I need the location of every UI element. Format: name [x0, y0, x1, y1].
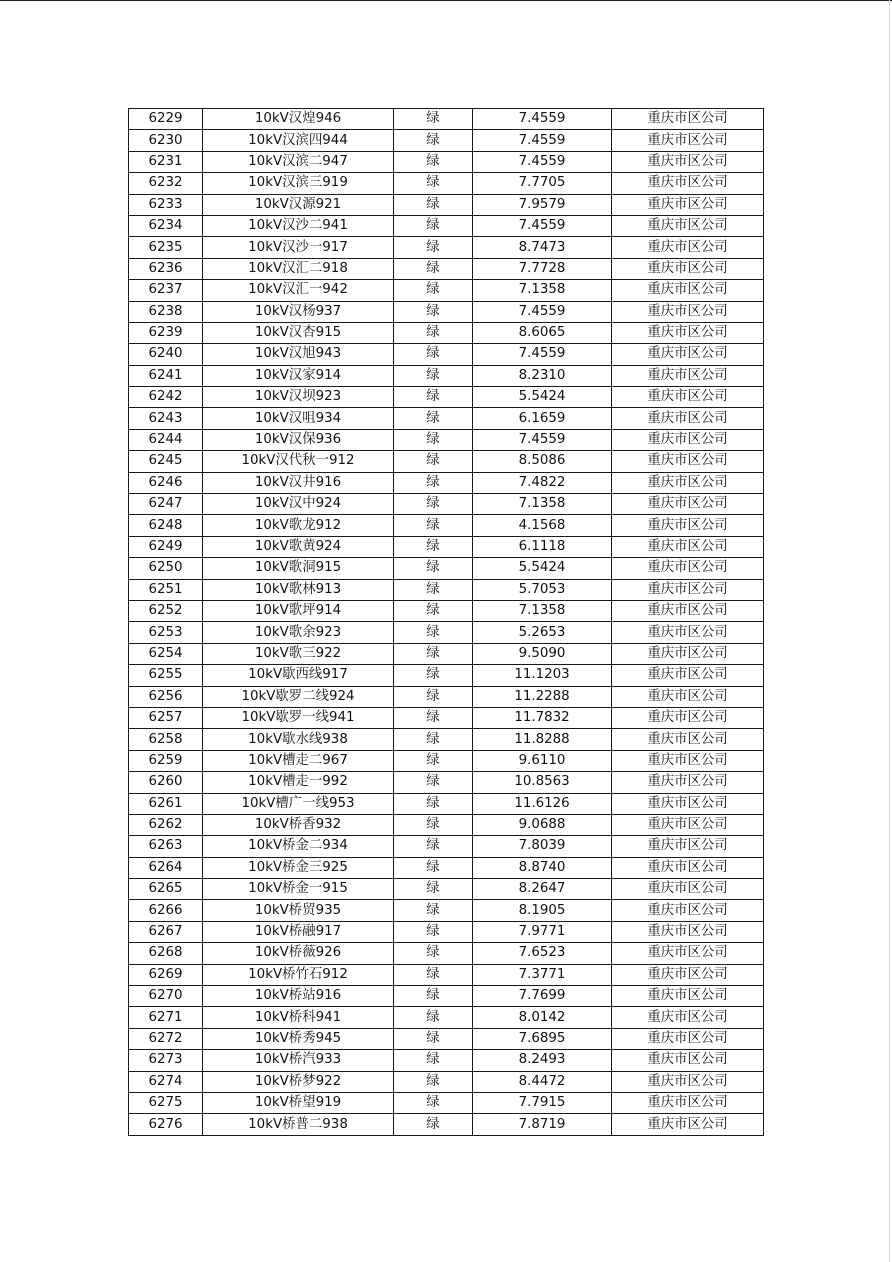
- table-row: [129, 451, 764, 472]
- row-number-cell: 6262: [129, 814, 203, 835]
- table-row: [129, 900, 764, 921]
- row-number-cell: 6255: [129, 665, 203, 686]
- color-code-cell: 绿: [394, 622, 473, 643]
- line-name-cell: 10kV汉滨二947: [203, 151, 394, 172]
- table-row: [129, 215, 764, 236]
- row-number-cell: 6250: [129, 558, 203, 579]
- value-cell: 8.2647: [473, 879, 612, 900]
- company-cell: 重庆市区公司: [612, 365, 764, 386]
- value-cell: 7.6895: [473, 1028, 612, 1049]
- line-name-cell: 10kV汉坝923: [203, 387, 394, 408]
- value-cell: 7.7915: [473, 1092, 612, 1113]
- color-code-cell: 绿: [394, 429, 473, 450]
- color-code-cell: 绿: [394, 857, 473, 878]
- line-name-cell: 10kV汉咀934: [203, 408, 394, 429]
- color-code-cell: 绿: [394, 1050, 473, 1071]
- value-cell: 9.6110: [473, 750, 612, 771]
- row-number-cell: 6236: [129, 258, 203, 279]
- table-row: [129, 344, 764, 365]
- row-number-cell: 6244: [129, 429, 203, 450]
- table-row: [129, 964, 764, 985]
- line-name-cell: 10kV汉保936: [203, 429, 394, 450]
- table-row: [129, 1114, 764, 1135]
- row-number-cell: 6243: [129, 408, 203, 429]
- company-cell: 重庆市区公司: [612, 900, 764, 921]
- company-cell: 重庆市区公司: [612, 622, 764, 643]
- row-number-cell: 6240: [129, 344, 203, 365]
- value-cell: 5.2653: [473, 622, 612, 643]
- line-name-cell: 10kV汉旭943: [203, 344, 394, 365]
- company-cell: 重庆市区公司: [612, 964, 764, 985]
- company-cell: 重庆市区公司: [612, 921, 764, 942]
- value-cell: 5.5424: [473, 558, 612, 579]
- color-code-cell: 绿: [394, 1028, 473, 1049]
- table-row: [129, 729, 764, 750]
- row-number-cell: 6256: [129, 686, 203, 707]
- company-cell: 重庆市区公司: [612, 707, 764, 728]
- row-number-cell: 6232: [129, 173, 203, 194]
- row-number-cell: 6274: [129, 1071, 203, 1092]
- company-cell: 重庆市区公司: [612, 857, 764, 878]
- company-cell: 重庆市区公司: [612, 151, 764, 172]
- color-code-cell: 绿: [394, 793, 473, 814]
- line-name-cell: 10kV桥贸935: [203, 900, 394, 921]
- company-cell: 重庆市区公司: [612, 215, 764, 236]
- color-code-cell: 绿: [394, 472, 473, 493]
- line-name-cell: 10kV汉沙一917: [203, 237, 394, 258]
- row-number-cell: 6238: [129, 301, 203, 322]
- color-code-cell: 绿: [394, 301, 473, 322]
- table-row: [129, 429, 764, 450]
- value-cell: 8.1905: [473, 900, 612, 921]
- company-cell: 重庆市区公司: [612, 1114, 764, 1135]
- line-name-cell: 10kV桥金二934: [203, 836, 394, 857]
- row-number-cell: 6229: [129, 109, 203, 130]
- value-cell: 7.3771: [473, 964, 612, 985]
- row-number-cell: 6272: [129, 1028, 203, 1049]
- value-cell: 7.4559: [473, 429, 612, 450]
- line-name-cell: 10kV汉汇二918: [203, 258, 394, 279]
- color-code-cell: 绿: [394, 729, 473, 750]
- table-row: [129, 579, 764, 600]
- line-name-cell: 10kV桥金一915: [203, 879, 394, 900]
- row-number-cell: 6266: [129, 900, 203, 921]
- row-number-cell: 6252: [129, 600, 203, 621]
- row-number-cell: 6268: [129, 943, 203, 964]
- value-cell: 7.8719: [473, 1114, 612, 1135]
- color-code-cell: 绿: [394, 879, 473, 900]
- value-cell: 8.2310: [473, 365, 612, 386]
- value-cell: 9.0688: [473, 814, 612, 835]
- line-name-cell: 10kV歇罗二线924: [203, 686, 394, 707]
- company-cell: 重庆市区公司: [612, 1028, 764, 1049]
- line-name-cell: 10kV歇水线938: [203, 729, 394, 750]
- line-data-table: [128, 108, 764, 1136]
- value-cell: 4.1568: [473, 515, 612, 536]
- value-cell: 7.7728: [473, 258, 612, 279]
- line-name-cell: 10kV汉源921: [203, 194, 394, 215]
- color-code-cell: 绿: [394, 643, 473, 664]
- value-cell: 11.1203: [473, 665, 612, 686]
- table-body: [129, 109, 764, 1136]
- row-number-cell: 6248: [129, 515, 203, 536]
- row-number-cell: 6254: [129, 643, 203, 664]
- table-row: [129, 750, 764, 771]
- row-number-cell: 6246: [129, 472, 203, 493]
- line-name-cell: 10kV歌三922: [203, 643, 394, 664]
- company-cell: 重庆市区公司: [612, 451, 764, 472]
- value-cell: 7.9771: [473, 921, 612, 942]
- value-cell: 9.5090: [473, 643, 612, 664]
- row-number-cell: 6261: [129, 793, 203, 814]
- value-cell: 7.7699: [473, 986, 612, 1007]
- line-name-cell: 10kV汉家914: [203, 365, 394, 386]
- table-row: [129, 836, 764, 857]
- company-cell: 重庆市区公司: [612, 943, 764, 964]
- value-cell: 8.6065: [473, 322, 612, 343]
- value-cell: 6.1118: [473, 536, 612, 557]
- table-row: [129, 921, 764, 942]
- table-row: [129, 643, 764, 664]
- color-code-cell: 绿: [394, 558, 473, 579]
- value-cell: 8.8740: [473, 857, 612, 878]
- value-cell: 7.4559: [473, 215, 612, 236]
- table-row: [129, 686, 764, 707]
- color-code-cell: 绿: [394, 258, 473, 279]
- color-code-cell: 绿: [394, 1007, 473, 1028]
- line-name-cell: 10kV汉滨四944: [203, 130, 394, 151]
- table-row: [129, 322, 764, 343]
- value-cell: 7.4559: [473, 151, 612, 172]
- value-cell: 11.2288: [473, 686, 612, 707]
- table-row: [129, 1028, 764, 1049]
- company-cell: 重庆市区公司: [612, 429, 764, 450]
- line-name-cell: 10kV桥竹石912: [203, 964, 394, 985]
- row-number-cell: 6264: [129, 857, 203, 878]
- row-number-cell: 6265: [129, 879, 203, 900]
- row-number-cell: 6241: [129, 365, 203, 386]
- company-cell: 重庆市区公司: [612, 600, 764, 621]
- line-name-cell: 10kV桥融917: [203, 921, 394, 942]
- value-cell: 7.7705: [473, 173, 612, 194]
- value-cell: 11.8288: [473, 729, 612, 750]
- table-row: [129, 301, 764, 322]
- color-code-cell: 绿: [394, 280, 473, 301]
- line-name-cell: 10kV歌黄924: [203, 536, 394, 557]
- row-number-cell: 6235: [129, 237, 203, 258]
- table-row: [129, 814, 764, 835]
- line-name-cell: 10kV歌龙912: [203, 515, 394, 536]
- value-cell: 8.0142: [473, 1007, 612, 1028]
- row-number-cell: 6263: [129, 836, 203, 857]
- row-number-cell: 6271: [129, 1007, 203, 1028]
- row-number-cell: 6239: [129, 322, 203, 343]
- table-row: [129, 600, 764, 621]
- line-name-cell: 10kV桥科941: [203, 1007, 394, 1028]
- table-row: [129, 237, 764, 258]
- line-name-cell: 10kV汉滨三919: [203, 173, 394, 194]
- color-code-cell: 绿: [394, 109, 473, 130]
- color-code-cell: 绿: [394, 451, 473, 472]
- table-row: [129, 536, 764, 557]
- company-cell: 重庆市区公司: [612, 344, 764, 365]
- row-number-cell: 6275: [129, 1092, 203, 1113]
- value-cell: 5.7053: [473, 579, 612, 600]
- line-name-cell: 10kV汉杨937: [203, 301, 394, 322]
- row-number-cell: 6251: [129, 579, 203, 600]
- table-row: [129, 494, 764, 515]
- color-code-cell: 绿: [394, 964, 473, 985]
- line-name-cell: 10kV桥香932: [203, 814, 394, 835]
- color-code-cell: 绿: [394, 237, 473, 258]
- color-code-cell: 绿: [394, 1092, 473, 1113]
- value-cell: 7.8039: [473, 836, 612, 857]
- line-name-cell: 10kV歌洞915: [203, 558, 394, 579]
- company-cell: 重庆市区公司: [612, 322, 764, 343]
- row-number-cell: 6247: [129, 494, 203, 515]
- table-row: [129, 130, 764, 151]
- company-cell: 重庆市区公司: [612, 237, 764, 258]
- table-row: [129, 622, 764, 643]
- row-number-cell: 6260: [129, 772, 203, 793]
- color-code-cell: 绿: [394, 814, 473, 835]
- table-row: [129, 408, 764, 429]
- company-cell: 重庆市区公司: [612, 643, 764, 664]
- line-name-cell: 10kV桥汽933: [203, 1050, 394, 1071]
- line-name-cell: 10kV歇西线917: [203, 665, 394, 686]
- company-cell: 重庆市区公司: [612, 536, 764, 557]
- company-cell: 重庆市区公司: [612, 1050, 764, 1071]
- line-name-cell: 10kV桥望919: [203, 1092, 394, 1113]
- color-code-cell: 绿: [394, 387, 473, 408]
- row-number-cell: 6269: [129, 964, 203, 985]
- company-cell: 重庆市区公司: [612, 194, 764, 215]
- company-cell: 重庆市区公司: [612, 258, 764, 279]
- color-code-cell: 绿: [394, 194, 473, 215]
- company-cell: 重庆市区公司: [612, 130, 764, 151]
- table-row: [129, 1050, 764, 1071]
- color-code-cell: 绿: [394, 365, 473, 386]
- table-row: [129, 793, 764, 814]
- line-name-cell: 10kV歌坪914: [203, 600, 394, 621]
- table-row: [129, 986, 764, 1007]
- row-number-cell: 6276: [129, 1114, 203, 1135]
- color-code-cell: 绿: [394, 173, 473, 194]
- table-row: [129, 258, 764, 279]
- value-cell: 7.6523: [473, 943, 612, 964]
- line-name-cell: 10kV汉中924: [203, 494, 394, 515]
- line-name-cell: 10kV桥金三925: [203, 857, 394, 878]
- value-cell: 10.8563: [473, 772, 612, 793]
- table-row: [129, 558, 764, 579]
- value-cell: 7.4559: [473, 109, 612, 130]
- line-name-cell: 10kV歌余923: [203, 622, 394, 643]
- line-name-cell: 10kV汉煌946: [203, 109, 394, 130]
- page-right-edge: [889, 0, 890, 1262]
- company-cell: 重庆市区公司: [612, 280, 764, 301]
- company-cell: 重庆市区公司: [612, 879, 764, 900]
- company-cell: 重庆市区公司: [612, 558, 764, 579]
- line-name-cell: 10kV桥梦922: [203, 1071, 394, 1092]
- row-number-cell: 6273: [129, 1050, 203, 1071]
- value-cell: 7.1358: [473, 600, 612, 621]
- line-name-cell: 10kV槽走一992: [203, 772, 394, 793]
- line-name-cell: 10kV桥秀945: [203, 1028, 394, 1049]
- table-row: [129, 151, 764, 172]
- value-cell: 7.4559: [473, 344, 612, 365]
- company-cell: 重庆市区公司: [612, 1092, 764, 1113]
- table-row: [129, 109, 764, 130]
- line-name-cell: 10kV汉汇一942: [203, 280, 394, 301]
- value-cell: 8.4472: [473, 1071, 612, 1092]
- company-cell: 重庆市区公司: [612, 494, 764, 515]
- company-cell: 重庆市区公司: [612, 793, 764, 814]
- company-cell: 重庆市区公司: [612, 173, 764, 194]
- value-cell: 7.9579: [473, 194, 612, 215]
- line-name-cell: 10kV桥站916: [203, 986, 394, 1007]
- line-name-cell: 10kV汉代秋一912: [203, 451, 394, 472]
- company-cell: 重庆市区公司: [612, 665, 764, 686]
- table-row: [129, 515, 764, 536]
- value-cell: 8.5086: [473, 451, 612, 472]
- company-cell: 重庆市区公司: [612, 1071, 764, 1092]
- row-number-cell: 6258: [129, 729, 203, 750]
- color-code-cell: 绿: [394, 665, 473, 686]
- company-cell: 重庆市区公司: [612, 986, 764, 1007]
- company-cell: 重庆市区公司: [612, 772, 764, 793]
- company-cell: 重庆市区公司: [612, 814, 764, 835]
- value-cell: 8.7473: [473, 237, 612, 258]
- color-code-cell: 绿: [394, 215, 473, 236]
- table-row: [129, 857, 764, 878]
- color-code-cell: 绿: [394, 921, 473, 942]
- color-code-cell: 绿: [394, 686, 473, 707]
- line-name-cell: 10kV桥薇926: [203, 943, 394, 964]
- table-row: [129, 665, 764, 686]
- color-code-cell: 绿: [394, 750, 473, 771]
- line-name-cell: 10kV歌林913: [203, 579, 394, 600]
- row-number-cell: 6259: [129, 750, 203, 771]
- row-number-cell: 6249: [129, 536, 203, 557]
- value-cell: 11.7832: [473, 707, 612, 728]
- value-cell: 11.6126: [473, 793, 612, 814]
- color-code-cell: 绿: [394, 322, 473, 343]
- company-cell: 重庆市区公司: [612, 515, 764, 536]
- line-name-cell: 10kV歇罗一线941: [203, 707, 394, 728]
- value-cell: 7.4822: [473, 472, 612, 493]
- value-cell: 8.2493: [473, 1050, 612, 1071]
- color-code-cell: 绿: [394, 515, 473, 536]
- color-code-cell: 绿: [394, 408, 473, 429]
- color-code-cell: 绿: [394, 836, 473, 857]
- table-row: [129, 772, 764, 793]
- table-row: [129, 387, 764, 408]
- company-cell: 重庆市区公司: [612, 750, 764, 771]
- company-cell: 重庆市区公司: [612, 686, 764, 707]
- company-cell: 重庆市区公司: [612, 408, 764, 429]
- table-row: [129, 707, 764, 728]
- row-number-cell: 6257: [129, 707, 203, 728]
- line-name-cell: 10kV槽广一线953: [203, 793, 394, 814]
- color-code-cell: 绿: [394, 707, 473, 728]
- value-cell: 7.1358: [473, 494, 612, 515]
- row-number-cell: 6234: [129, 215, 203, 236]
- row-number-cell: 6242: [129, 387, 203, 408]
- value-cell: 7.1358: [473, 280, 612, 301]
- line-name-cell: 10kV汉沙二941: [203, 215, 394, 236]
- value-cell: 5.5424: [473, 387, 612, 408]
- row-number-cell: 6267: [129, 921, 203, 942]
- row-number-cell: 6231: [129, 151, 203, 172]
- row-number-cell: 6270: [129, 986, 203, 1007]
- value-cell: 7.4559: [473, 130, 612, 151]
- color-code-cell: 绿: [394, 579, 473, 600]
- table-row: [129, 173, 764, 194]
- row-number-cell: 6233: [129, 194, 203, 215]
- table-row: [129, 365, 764, 386]
- color-code-cell: 绿: [394, 1071, 473, 1092]
- company-cell: 重庆市区公司: [612, 109, 764, 130]
- table-row: [129, 280, 764, 301]
- table-row: [129, 194, 764, 215]
- company-cell: 重庆市区公司: [612, 579, 764, 600]
- color-code-cell: 绿: [394, 151, 473, 172]
- color-code-cell: 绿: [394, 1114, 473, 1135]
- row-number-cell: 6230: [129, 130, 203, 151]
- color-code-cell: 绿: [394, 600, 473, 621]
- table-row: [129, 1007, 764, 1028]
- line-name-cell: 10kV汉井916: [203, 472, 394, 493]
- color-code-cell: 绿: [394, 130, 473, 151]
- table-row: [129, 943, 764, 964]
- table-row: [129, 1092, 764, 1113]
- company-cell: 重庆市区公司: [612, 1007, 764, 1028]
- color-code-cell: 绿: [394, 772, 473, 793]
- line-name-cell: 10kV桥普二938: [203, 1114, 394, 1135]
- row-number-cell: 6253: [129, 622, 203, 643]
- color-code-cell: 绿: [394, 494, 473, 515]
- value-cell: 6.1659: [473, 408, 612, 429]
- company-cell: 重庆市区公司: [612, 301, 764, 322]
- row-number-cell: 6237: [129, 280, 203, 301]
- color-code-cell: 绿: [394, 536, 473, 557]
- table-row: [129, 879, 764, 900]
- color-code-cell: 绿: [394, 344, 473, 365]
- color-code-cell: 绿: [394, 986, 473, 1007]
- value-cell: 7.4559: [473, 301, 612, 322]
- company-cell: 重庆市区公司: [612, 836, 764, 857]
- company-cell: 重庆市区公司: [612, 472, 764, 493]
- color-code-cell: 绿: [394, 943, 473, 964]
- line-name-cell: 10kV槽走二967: [203, 750, 394, 771]
- row-number-cell: 6245: [129, 451, 203, 472]
- color-code-cell: 绿: [394, 900, 473, 921]
- company-cell: 重庆市区公司: [612, 729, 764, 750]
- page-top-border: [0, 0, 892, 1]
- company-cell: 重庆市区公司: [612, 387, 764, 408]
- table-row: [129, 472, 764, 493]
- table-row: [129, 1071, 764, 1092]
- line-name-cell: 10kV汉杏915: [203, 322, 394, 343]
